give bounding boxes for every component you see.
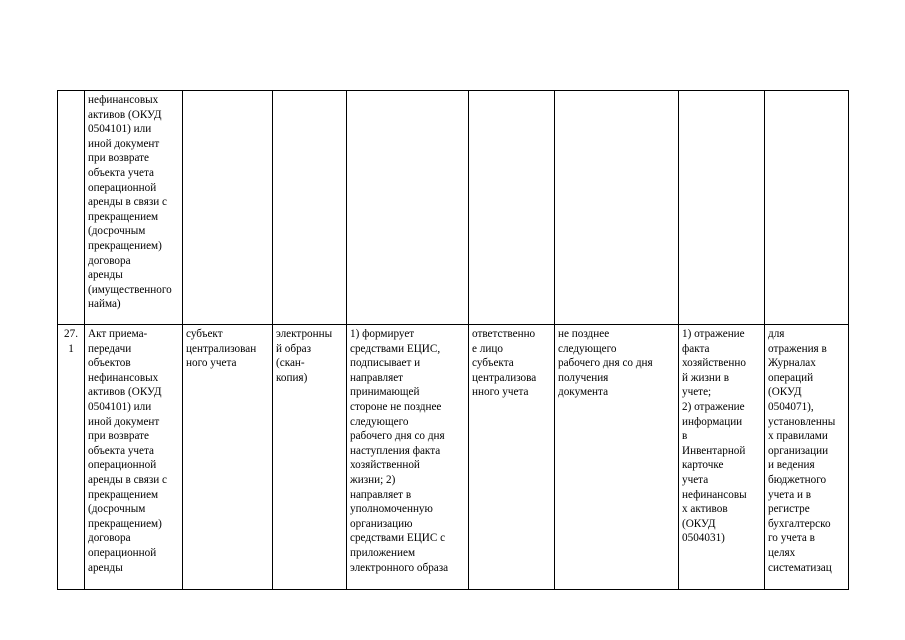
purpose-cell: для отражения в Журналах операций (ОКУД 0504071), установленны х правилами организации и ведения бюджетного учета и в регистре бухгалтерско го учета в целях систематизац <box>765 325 849 590</box>
deadline-cell <box>555 91 679 325</box>
table-row <box>58 325 849 590</box>
row-number-cell: 27. 1 <box>58 325 85 590</box>
form-cell <box>273 91 347 325</box>
purpose-cell <box>765 91 849 325</box>
subject-cell <box>183 91 273 325</box>
responsible-cell: ответственно е лицо субъекта централизова нного учета <box>469 325 555 590</box>
action-cell: 1) формирует средствами ЕЦИС, подписывает и направляет принимающей стороне не позднее следующего рабочего дня со дня наступления факта хозяйственной жизни; 2) направляет в уполномоченную организацию средствами ЕЦИС с приложением электронного образа <box>347 325 469 590</box>
action-cell <box>347 91 469 325</box>
row-number-cell <box>58 91 85 325</box>
document-name-cell: нефинансовых активов (ОКУД 0504101) или иной документ при возврате объекта учета операционной аренды в связи с прекращением (досрочным прекращением) договора аренды (имущественного найма) <box>85 91 183 325</box>
form-cell: электронны й образ (скан- копия) <box>273 325 347 590</box>
table-row <box>58 91 849 325</box>
subject-cell: субъект централизован ного учета <box>183 325 273 590</box>
responsible-cell <box>469 91 555 325</box>
document-table <box>57 90 849 590</box>
accounting-cell <box>679 91 765 325</box>
accounting-cell: 1) отражение факта хозяйственно й жизни в учете; 2) отражение информации в Инвентарной карточке учета нефинансовы х активов (ОКУД 0504031) <box>679 325 765 590</box>
deadline-cell: не позднее следующего рабочего дня со дня получения документа <box>555 325 679 590</box>
document-name-cell: Акт приема- передачи объектов нефинансовых активов (ОКУД 0504101) или иной документ при возврате объекта учета операционной аренды в связи с прекращением (досрочным прекращением) договора операционной аренды <box>85 325 183 590</box>
